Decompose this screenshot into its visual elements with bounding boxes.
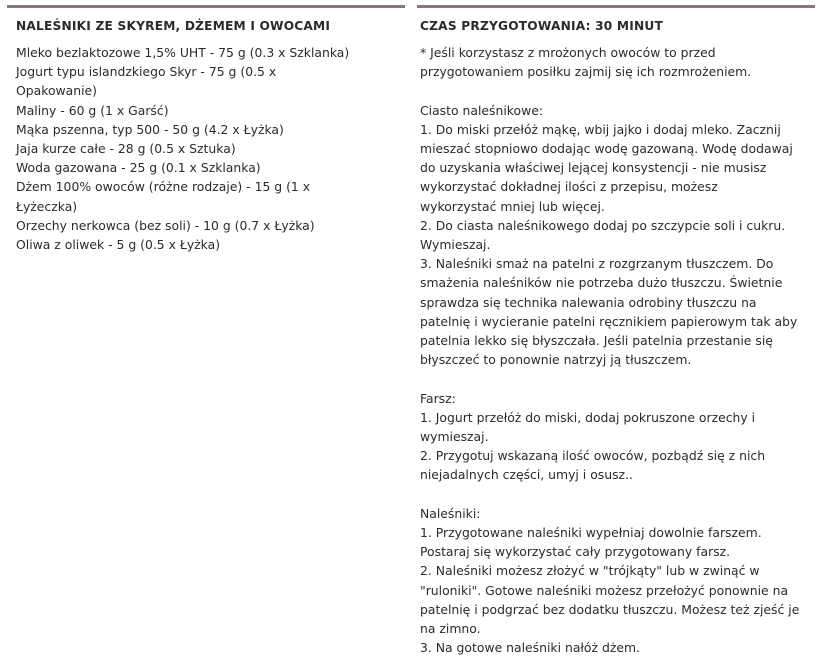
ingredient-line: Mąka pszenna, typ 500 - 50 g (4.2 x Łyżka): [16, 121, 284, 137]
step-line: mieszać stopniowo dodając wodę gazowaną. Wodę dodawaj: [420, 141, 793, 156]
ingredient-line: Jaja kurze całe - 28 g (0.5 x Sztuka): [16, 141, 236, 157]
step-line: wymieszaj.: [420, 429, 489, 445]
step-line: 3. Naleśniki smaż na patelni z rozgrzanym tłuszczem. Do: [420, 256, 774, 272]
step-line: 3. Na gotowe naleśniki nałóż dżem.: [420, 640, 640, 656]
step-line: wykorzystać mniej lub więcej.: [420, 198, 605, 214]
ingredient-line: Łyżeczka): [16, 198, 78, 214]
step-line: na zimno.: [420, 621, 481, 637]
step-line: 1. Jogurt przełóż do miski, dodaj pokruszone orzechy i: [420, 409, 756, 425]
step-line: smażenia naleśników nie potrzeba dużo tłuszczu. Świetnie: [420, 275, 783, 291]
ingredient-line: Oliwa z oliwek - 5 g (0.5 x Łyżka): [16, 237, 221, 253]
step-line: 2. Przygotuj wskazaną ilość owoców, pozbądź się z nich: [420, 448, 766, 464]
step-line: niejadalnych części, umyj i osusz..: [420, 467, 633, 483]
section-heading-batter: Ciasto naleśnikowe:: [420, 102, 544, 118]
step-line: sprawdza się technika nalewania odrobiny tłuszczu na: [420, 294, 757, 310]
ingredient-line: Woda gazowana - 25 g (0.1 x Szklanka): [16, 160, 261, 176]
recipe-title: NALEŚNIKI ZE SKYREM, DŻEMEM I OWOCAMI: [16, 19, 331, 33]
step-line: 1. Do miski przełóż mąkę, wbij jajko i dodaj mleko. Zacznij: [420, 121, 781, 137]
section-heading-pancakes: Naleśniki:: [420, 505, 481, 521]
instructions-column: [417, 0, 815, 657]
note-line: * Jeśli korzystasz z mrożonych owoców to przed: [420, 45, 716, 60]
step-line: patelnię i wycieranie patelni ręcznikiem papierowym tak aby: [420, 313, 798, 329]
ingredient-line: Dżem 100% owoców (różne rodzaje) - 15 g (1 x: [16, 179, 311, 195]
step-line: patelnia lekko się błyszczała. Jeśli patelnia przestanie się: [420, 333, 773, 349]
step-line: wykorzystać dokładnej ilości z przepisu, możesz: [420, 179, 718, 195]
step-line: błyszczeć to ponownie natrzyj ją tłuszczem.: [420, 352, 692, 368]
ingredient-line: Jogurt typu islandzkiego Skyr - 75 g (0.5 x: [16, 64, 277, 80]
step-line: Postaraj się wykorzystać cały przygotowany farsz.: [420, 544, 731, 560]
ingredient-line: Maliny - 60 g (1 x Garść): [16, 102, 169, 118]
step-line: 1. Przygotowane naleśniki wypełniaj dowolnie farszem.: [420, 525, 762, 541]
instructions-text: [420, 43, 815, 657]
section-heading-filling: Farsz:: [420, 390, 456, 406]
step-line: patelnię i podgrzać bez dodatku tłuszczu. Możesz też zjeść je: [420, 601, 800, 617]
ingredient-line: Mleko bezlaktozowe 1,5% UHT - 75 g (0.3 x Szklanka): [16, 45, 350, 60]
note-line: przygotowaniem posiłku zajmij się ich rozmrożeniem.: [420, 64, 752, 80]
prep-time-title: CZAS PRZYGOTOWANIA: 30 MINUT: [420, 19, 663, 33]
ingredients-column: [7, 0, 405, 254]
divider-rule: [7, 5, 405, 8]
step-line: do uzyskania właściwej lejącej konsystencji - nie musisz: [420, 160, 767, 176]
step-line: "ruloniki". Gotowe naleśniki możesz przełożyć ponownie na: [420, 582, 789, 598]
ingredients-list: [16, 43, 405, 254]
step-line: 2. Naleśniki możesz złożyć w "trójkąty" lub w zwinąć w: [420, 563, 760, 579]
ingredient-line: Orzechy nerkowca (bez soli) - 10 g (0.7 x Łyżka): [16, 217, 315, 233]
ingredient-line: Opakowanie): [16, 83, 98, 99]
divider-rule: [417, 5, 815, 8]
step-line: Wymieszaj.: [420, 237, 491, 253]
step-line: 2. Do ciasta naleśnikowego dodaj po szczypcie soli i cukru.: [420, 217, 786, 233]
